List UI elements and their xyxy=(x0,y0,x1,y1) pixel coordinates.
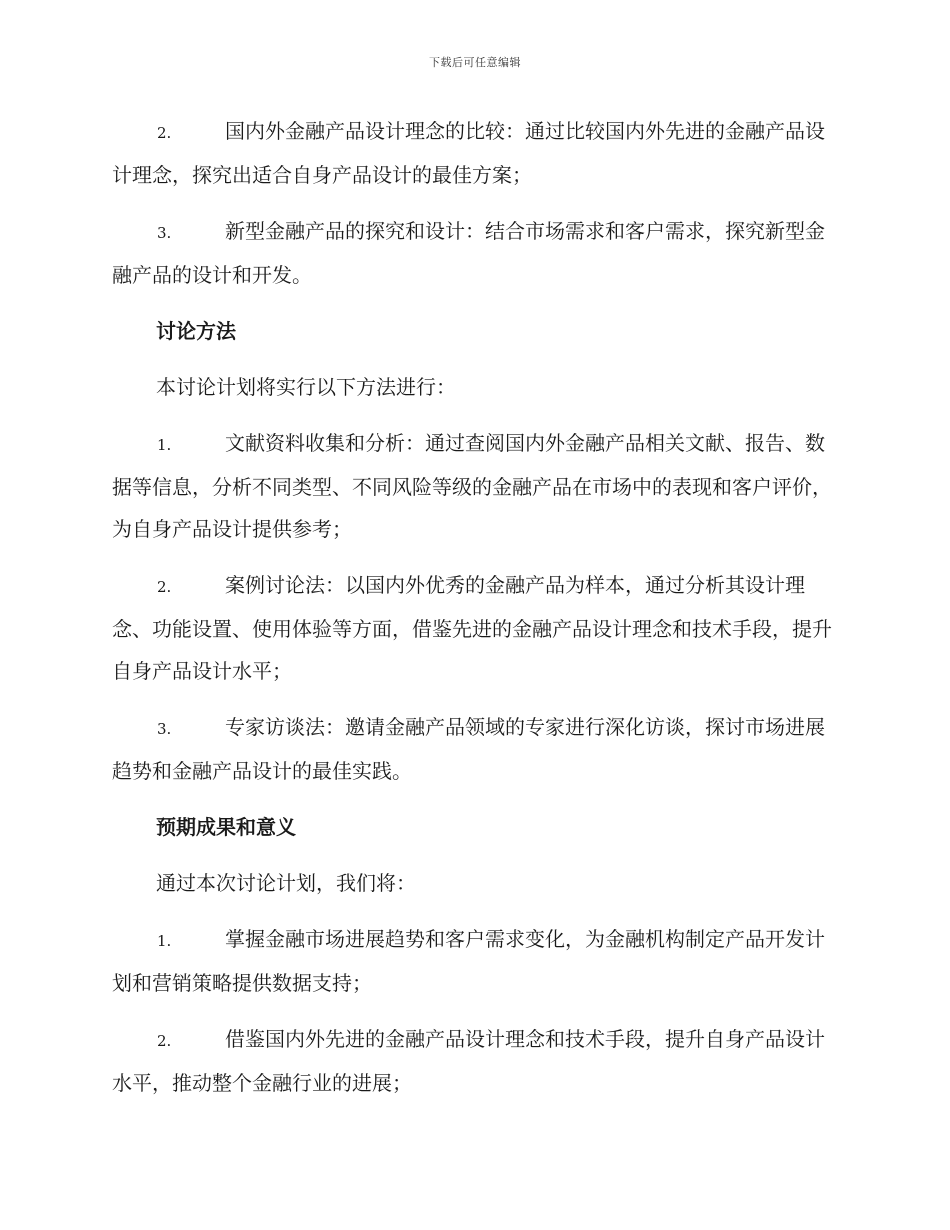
list-number: 1. xyxy=(157,436,172,454)
list-number: 2. xyxy=(157,1032,172,1050)
list-item xyxy=(112,110,832,196)
list-text: 国内外金融产品设计理念的比较：通过比较国内外先进的金融产品设计理念，探究出适合自身产品设计的最佳方案； xyxy=(112,119,825,187)
list-number: 1. xyxy=(157,932,172,950)
header-note: 下载后可任意编辑 xyxy=(429,56,521,69)
list-number: 2. xyxy=(157,578,172,596)
list-number: 2. xyxy=(157,124,172,142)
list-text: 专家访谈法：邀请金融产品领域的专家进行深化访谈，探讨市场进展趋势和金融产品设计的最佳实践。 xyxy=(112,715,825,783)
list-item xyxy=(112,422,832,550)
document-body xyxy=(112,110,832,1118)
list-number: 3. xyxy=(157,224,172,242)
list-text: 文献资料收集和分析：通过查阅国内外金融产品相关文献、报告、数据等信息，分析不同类型、不同风险等级的金融产品在市场中的表现和客户评价，为自身产品设计提供参考； xyxy=(112,431,832,541)
section-intro: 通过本次讨论计划，我们将： xyxy=(156,871,416,895)
list-item xyxy=(112,918,832,1004)
list-item xyxy=(112,706,832,792)
section-heading: 预期成果和意义 xyxy=(156,815,296,839)
list-text: 借鉴国内外先进的金融产品设计理念和技术手段，提升自身产品设计水平，推动整个金融行业的进展； xyxy=(112,1027,825,1095)
list-text: 新型金融产品的探究和设计：结合市场需求和客户需求，探究新型金融产品的设计和开发。 xyxy=(112,219,825,287)
list-item xyxy=(112,564,832,692)
list-item xyxy=(112,1018,832,1104)
list-text: 掌握金融市场进展趋势和客户需求变化，为金融机构制定产品开发计划和营销策略提供数据支持； xyxy=(112,927,825,995)
list-number: 3. xyxy=(157,720,172,738)
section-heading: 讨论方法 xyxy=(156,319,236,343)
section-intro: 本讨论计划将实行以下方法进行： xyxy=(156,375,456,399)
list-item xyxy=(112,210,832,296)
list-text: 案例讨论法：以国内外优秀的金融产品为样本，通过分析其设计理念、功能设置、使用体验等方面，借鉴先进的金融产品设计理念和技术手段，提升自身产品设计水平； xyxy=(112,573,832,683)
